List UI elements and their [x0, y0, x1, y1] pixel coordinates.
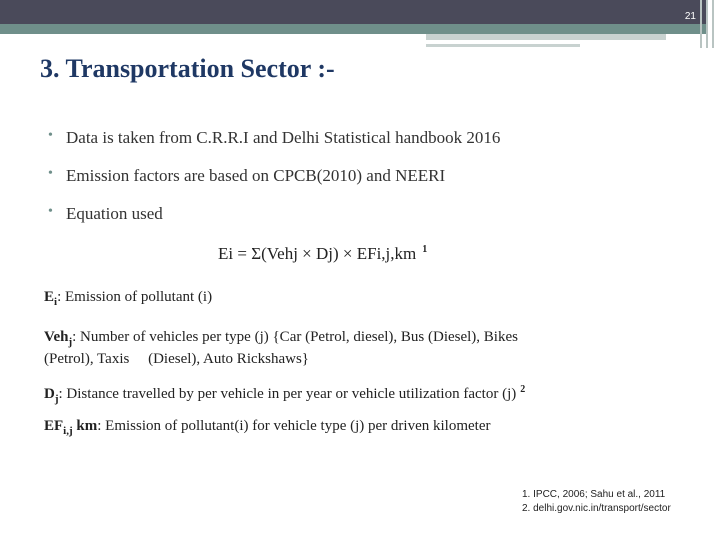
term: E: [44, 289, 55, 305]
emission-equation: [218, 244, 427, 264]
slide-number: 21: [684, 11, 696, 22]
bullet-item: • Data is taken from C.R.R.I and Delhi Statistical handbook 2016: [44, 128, 500, 166]
header-vertical-line: [706, 0, 708, 48]
references: [522, 488, 671, 516]
definition-vehj: [44, 329, 518, 368]
definition-text: : Distance travelled by per vehicle in per year or vehicle utilization factor (j): [58, 386, 517, 402]
definition-text: : Emission of pollutant(i) for vehicle type (j) per driven kilometer: [97, 418, 491, 434]
reference-item: 1. IPCC, 2006; Sahu et al., 2011: [522, 489, 666, 500]
definition-text-continued: (Petrol), Taxis (Diesel), Auto Rickshaws}: [44, 351, 310, 367]
header-vertical-line: [712, 0, 714, 48]
header-decoration-line: [426, 44, 580, 47]
bullet-list: [44, 128, 500, 242]
header-bar: [0, 0, 708, 24]
header-vertical-line: [700, 0, 702, 48]
bullet-item: • Equation used: [44, 204, 500, 242]
definition-text: : Number of vehicles per type (j) {Car (Petrol, diesel), Bus (Diesel), Bikes: [72, 329, 518, 345]
term-subscript: j: [68, 336, 73, 348]
header-accent-bar: [0, 24, 708, 34]
definition-text: : Emission of pollutant (i): [57, 289, 213, 305]
term-subscript: i,j: [63, 425, 73, 437]
definition-reference: 2: [520, 384, 526, 395]
term: EF: [44, 418, 64, 434]
term-unit: km: [72, 418, 98, 434]
header-decoration: [426, 34, 666, 40]
term: Veh: [44, 329, 69, 345]
bullet-item: • Emission factors are based on CPCB(2010) and NEERI: [44, 166, 500, 204]
equation-text: Ei = Σ(Vehj × Dj) × EFi,j,km: [218, 244, 417, 263]
reference-item: 2. delhi.gov.nic.in/transport/sector: [522, 503, 671, 514]
term-subscript: j: [54, 393, 59, 405]
slide-title: 3. Transportation Sector :-: [40, 54, 335, 83]
definition-efij: [44, 418, 490, 437]
definition-ei: [44, 289, 212, 308]
equation-reference: 1: [422, 244, 428, 256]
definition-dj: [44, 384, 525, 405]
term-subscript: i: [54, 296, 58, 308]
term: D: [44, 386, 55, 402]
